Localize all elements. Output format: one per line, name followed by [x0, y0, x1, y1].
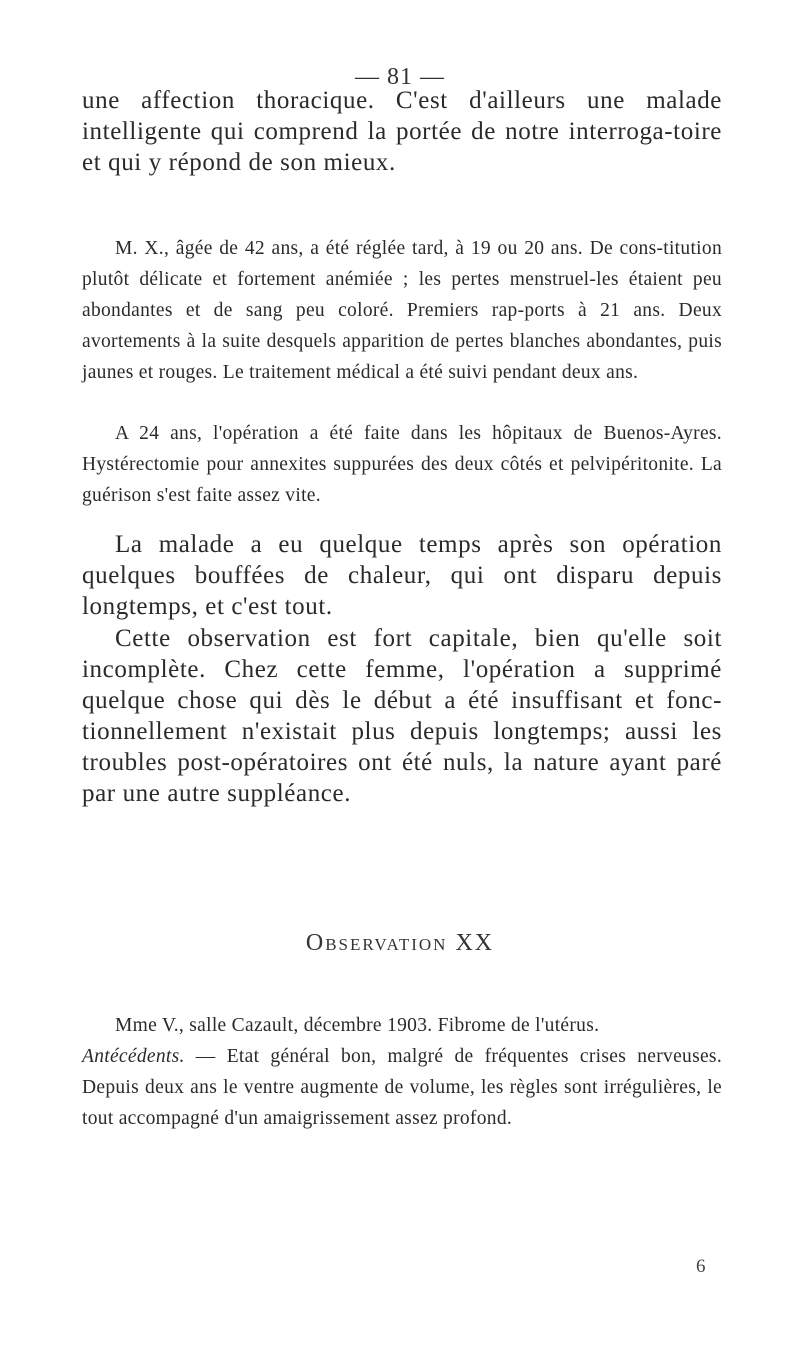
operation-paragraph: A 24 ans, l'opération a été faite dans les hôpitaux de Buenos-Ayres. Hystérectomie pour annexites suppurées des deux côtés et pelvipéritonite. La guérison s'est faite assez vite.: [82, 423, 722, 506]
observation-heading: Observation XX: [305, 930, 495, 956]
observation-intro: Mme V., salle Cazault, décembre 1903. Fibrome de l'utérus.: [115, 1015, 600, 1036]
signature-mark: 6: [696, 1256, 706, 1277]
observation-paragraph: [82, 1010, 722, 1134]
antecedents-text: — Etat général bon, malgré de fréquentes crises nerveuses. Depuis deux ans le ventre augmente de volume, les règles sont irrégulières, le tout accompagné d'un amaigrissement assez profond.: [82, 1046, 722, 1129]
case-history-paragraph: M. X., âgée de 42 ans, a été réglée tard, à 19 ou 20 ans. De cons-titution plutôt délicate et fortement anémiée ; les pertes menstruel-les étaient peu abondantes et de sang peu coloré. Premiers rap-ports à 21 ans. Deux avortements à la suite desquels apparition de pertes blanches abondantes, puis jaunes et rouges. Le traitement médical a été suivi pendant deux ans.: [82, 238, 722, 383]
page-number-header: — 81 —: [355, 64, 445, 90]
antecedents-label: Antécédents.: [82, 1046, 185, 1067]
commentary-paragraph: Cette observation est fort capitale, bien qu'elle soit incomplète. Chez cette femme, l'opération a supprimé quelque chose qui dès le début a été insuffisant et fonc-tionnellement n'existait plus depuis longtemps; aussi les troubles post-opératoires ont été nuls, la nature ayant paré par une autre suppléance.: [82, 625, 722, 807]
paragraph-continuation: une affection thoracique. C'est d'ailleurs une malade intelligente qui comprend la portée de notre interroga-toire et qui y répond de son mieux.: [82, 87, 722, 176]
post-operation-paragraph: La malade a eu quelque temps après son opération quelques bouffées de chaleur, qui ont disparu depuis longtemps, et c'est tout.: [82, 531, 722, 620]
